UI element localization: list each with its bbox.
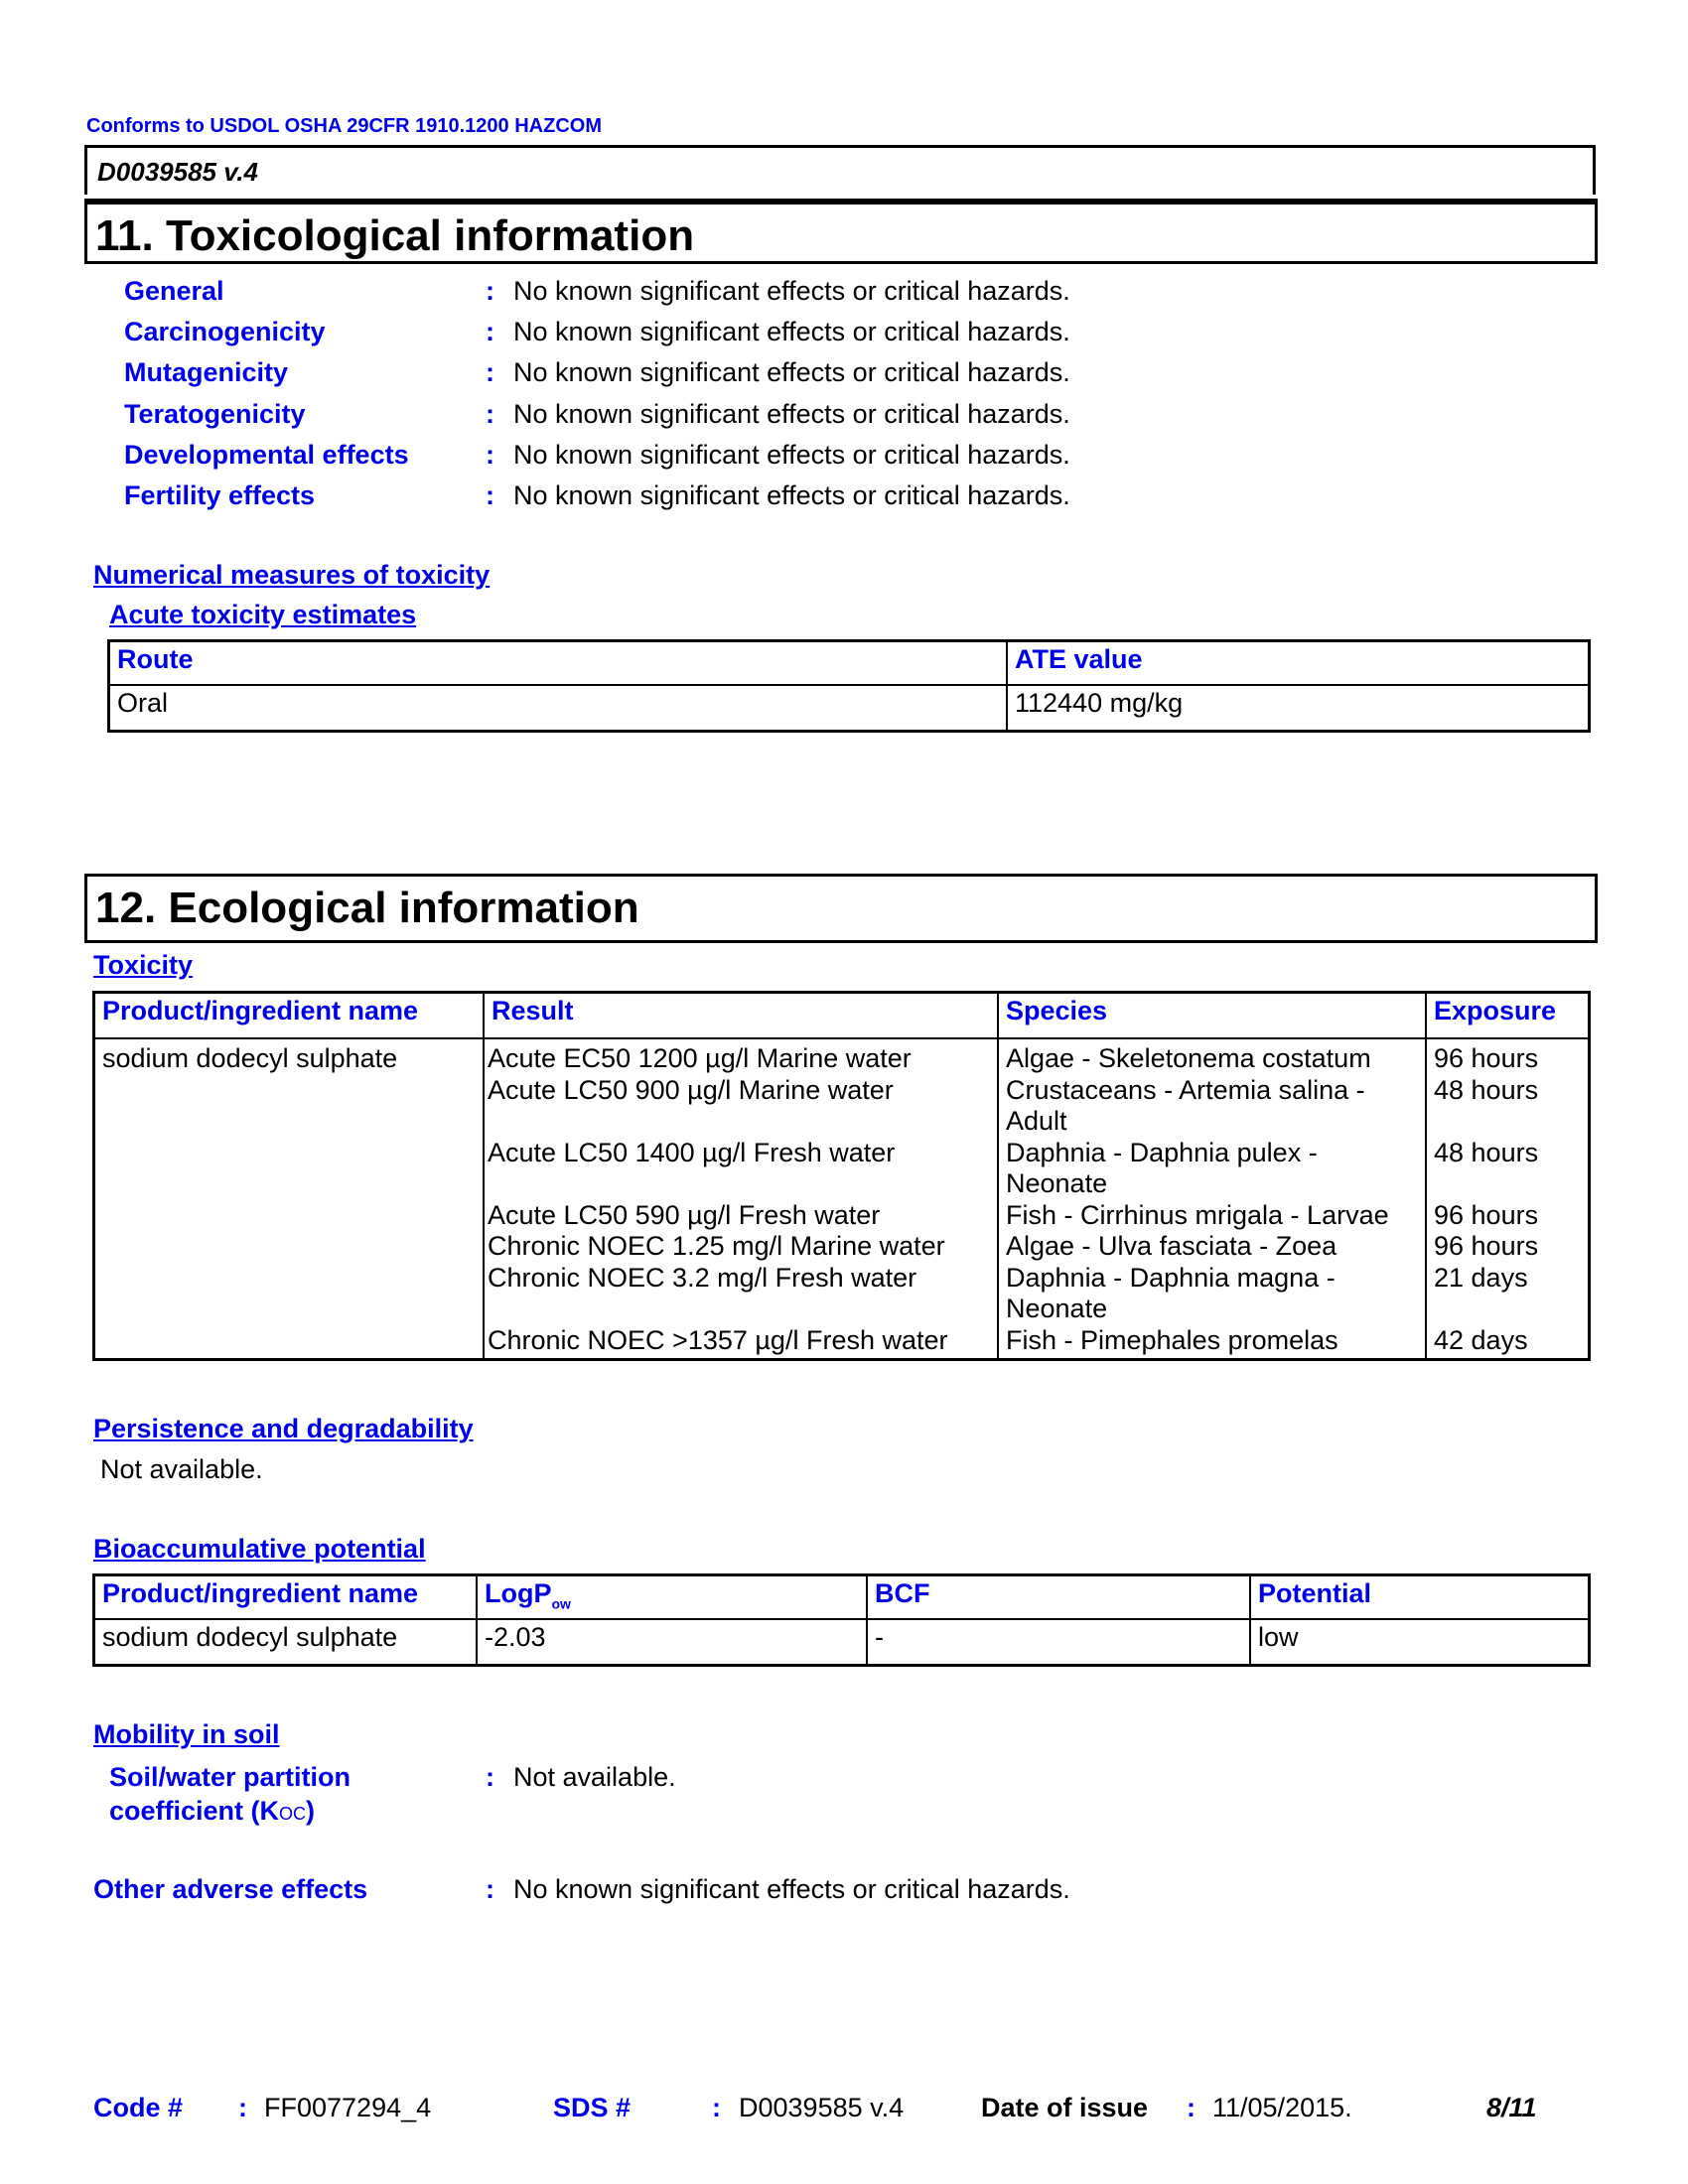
acute-toxicity-estimates-heading: Acute toxicity estimates xyxy=(109,600,417,629)
result-line xyxy=(488,1294,990,1325)
col-result: Result xyxy=(484,993,998,1039)
table-header-row xyxy=(94,1575,1590,1620)
soil-partition-label xyxy=(109,1760,351,1831)
col-logpow xyxy=(477,1575,867,1620)
item-label: Carcinogenicity xyxy=(124,317,326,346)
item-mutagenicity xyxy=(124,357,288,388)
cell-ate-value: 112440 mg/kg xyxy=(1007,685,1590,732)
conformance-statement: Conforms to USDOL OSHA 29CFR 1910.1200 HAZCOM xyxy=(86,115,602,137)
species-line: Fish - Pimephales promelas xyxy=(1006,1324,1338,1355)
item-value: No known significant effects or critical hazards. xyxy=(513,276,1070,306)
result-line: Acute LC50 900 µg/l Marine water xyxy=(488,1074,894,1105)
footer-colon: : xyxy=(712,2093,721,2122)
item-label: Teratogenicity xyxy=(124,399,306,429)
soil-label-close: ) xyxy=(306,1796,316,1826)
item-value: No known significant effects or critical hazards. xyxy=(513,480,1070,510)
exposure-line: 21 days xyxy=(1434,1262,1528,1293)
item-label: Mutagenicity xyxy=(124,357,289,387)
species-line: Crustaceans - Artemia salina - xyxy=(1006,1074,1365,1105)
item-teratogenicity xyxy=(124,399,306,430)
bioaccumulative-table xyxy=(92,1573,1591,1667)
result-line: Chronic NOEC 1.25 mg/l Marine water xyxy=(488,1231,945,1261)
toxicity-heading: Toxicity xyxy=(93,950,194,980)
item-value: No known significant effects or critical hazards. xyxy=(513,399,1070,429)
footer-date-value: 11/05/2015. xyxy=(1212,2093,1352,2122)
document-id: D0039585 v.4 xyxy=(97,157,258,187)
exposure-line: 96 hours xyxy=(1434,1199,1539,1230)
footer-colon: : xyxy=(1187,2093,1196,2122)
cell-logpow: -2.03 xyxy=(477,1619,867,1666)
species-line: Daphnia - Daphnia pulex - xyxy=(1006,1137,1318,1167)
exposure-line: 96 hours xyxy=(1434,1231,1539,1261)
section-12-title: 12. Ecological information xyxy=(95,884,639,932)
product-name: sodium dodecyl sulphate xyxy=(102,1043,398,1073)
document-id-box xyxy=(84,145,1596,195)
bioaccumulative-heading: Bioaccumulative potential xyxy=(93,1534,426,1564)
separator-colon: : xyxy=(486,440,494,470)
col-species: Species xyxy=(998,993,1426,1039)
item-label: Developmental effects xyxy=(124,440,409,470)
cell-route: Oral xyxy=(109,685,1008,732)
other-adverse-label: Other adverse effects xyxy=(93,1874,368,1904)
result-line xyxy=(488,1106,990,1138)
species-line: Fish - Cirrhinus mrigala - Larvae xyxy=(1006,1199,1389,1230)
other-adverse-value: No known significant effects or critical hazards. xyxy=(513,1874,1070,1904)
item-value: No known significant effects or critical hazards. xyxy=(513,357,1070,387)
footer-sds-value: D0039585 v.4 xyxy=(739,2093,905,2122)
table-header-row xyxy=(109,641,1590,686)
cell-species xyxy=(998,1038,1426,1360)
result-line: Acute LC50 1400 µg/l Fresh water xyxy=(488,1137,896,1167)
item-label: General xyxy=(124,276,224,306)
result-line: Chronic NOEC >1357 µg/l Fresh water xyxy=(488,1324,948,1355)
separator-colon: : xyxy=(486,1874,494,1904)
exposure-line: 48 hours xyxy=(1434,1137,1539,1167)
item-value: No known significant effects or critical hazards. xyxy=(513,440,1070,470)
species-line: Daphnia - Daphnia magna - xyxy=(1006,1262,1336,1293)
logp-subscript: ow xyxy=(551,1595,571,1612)
mobility-heading: Mobility in soil xyxy=(93,1719,280,1749)
exposure-line xyxy=(1434,1294,1581,1325)
exposure-line: 42 days xyxy=(1434,1324,1528,1355)
cell-bcf: - xyxy=(867,1619,1250,1666)
ate-table xyxy=(107,639,1591,733)
cell-product: sodium dodecyl sulphate xyxy=(94,1619,478,1666)
exposure-line xyxy=(1434,1168,1581,1200)
item-general xyxy=(124,276,224,307)
persistence-heading: Persistence and degradability xyxy=(93,1414,474,1443)
cell-product xyxy=(94,1038,485,1360)
item-carcinogenicity xyxy=(124,317,326,347)
cell-result xyxy=(484,1038,998,1360)
species-line: Adult xyxy=(1006,1106,1067,1136)
species-line: Algae - Ulva fasciata - Zoea xyxy=(1006,1231,1337,1261)
footer-code-label: Code # xyxy=(93,2093,184,2122)
item-fertility xyxy=(124,480,315,511)
section-11-title: 11. Toxicological information xyxy=(95,211,695,260)
separator-colon: : xyxy=(486,317,494,346)
table-row xyxy=(94,1619,1590,1666)
soil-label-line1: Soil/water partition xyxy=(109,1762,352,1792)
col-potential: Potential xyxy=(1250,1575,1590,1620)
exposure-line: 48 hours xyxy=(1434,1074,1539,1105)
result-line: Chronic NOEC 3.2 mg/l Fresh water xyxy=(488,1262,917,1293)
result-line: Acute LC50 590 µg/l Fresh water xyxy=(488,1199,881,1230)
separator-colon: : xyxy=(486,276,494,306)
soil-label-subscript: OC xyxy=(279,1804,307,1824)
table-header-row xyxy=(94,993,1590,1039)
result-line xyxy=(488,1168,990,1200)
table-row xyxy=(109,685,1590,732)
footer-date-label: Date of issue xyxy=(981,2093,1149,2122)
persistence-value: Not available. xyxy=(100,1454,263,1484)
soil-partition-value: Not available. xyxy=(513,1762,676,1792)
separator-colon: : xyxy=(486,399,494,429)
species-line: Neonate xyxy=(1006,1294,1108,1323)
item-label: Fertility effects xyxy=(124,480,316,510)
footer-colon: : xyxy=(238,2093,247,2122)
separator-colon: : xyxy=(486,357,494,387)
soil-label-text: coefficient (K xyxy=(109,1796,280,1826)
exposure-line: 96 hours xyxy=(1434,1043,1539,1073)
toxicity-table xyxy=(92,991,1591,1361)
soil-label-line2 xyxy=(109,1794,351,1831)
item-developmental xyxy=(124,440,409,471)
table-row xyxy=(94,1038,1590,1360)
col-product: Product/ingredient name xyxy=(94,1575,478,1620)
col-ate-value: ATE value xyxy=(1007,641,1590,686)
separator-colon: : xyxy=(486,480,494,510)
cell-potential: low xyxy=(1250,1619,1590,1666)
footer-sds-label: SDS # xyxy=(553,2093,632,2122)
col-product: Product/ingredient name xyxy=(94,993,485,1039)
footer-page-number: 8/11 xyxy=(1486,2093,1537,2122)
logp-label: LogP xyxy=(485,1578,552,1608)
col-exposure: Exposure xyxy=(1426,993,1590,1039)
section-12-header xyxy=(84,874,1598,943)
exposure-line xyxy=(1434,1106,1581,1138)
item-value: No known significant effects or critical hazards. xyxy=(513,317,1070,346)
col-bcf: BCF xyxy=(867,1575,1250,1620)
species-line: Algae - Skeletonema costatum xyxy=(1006,1043,1371,1073)
footer-code-value: FF0077294_4 xyxy=(264,2093,432,2122)
col-route: Route xyxy=(109,641,1008,686)
species-line: Neonate xyxy=(1006,1168,1108,1198)
cell-exposure xyxy=(1426,1038,1590,1360)
numerical-measures-heading: Numerical measures of toxicity xyxy=(93,560,491,590)
result-line: Acute EC50 1200 µg/l Marine water xyxy=(488,1043,912,1073)
section-11-header xyxy=(84,199,1598,264)
separator-colon: : xyxy=(486,1762,494,1792)
